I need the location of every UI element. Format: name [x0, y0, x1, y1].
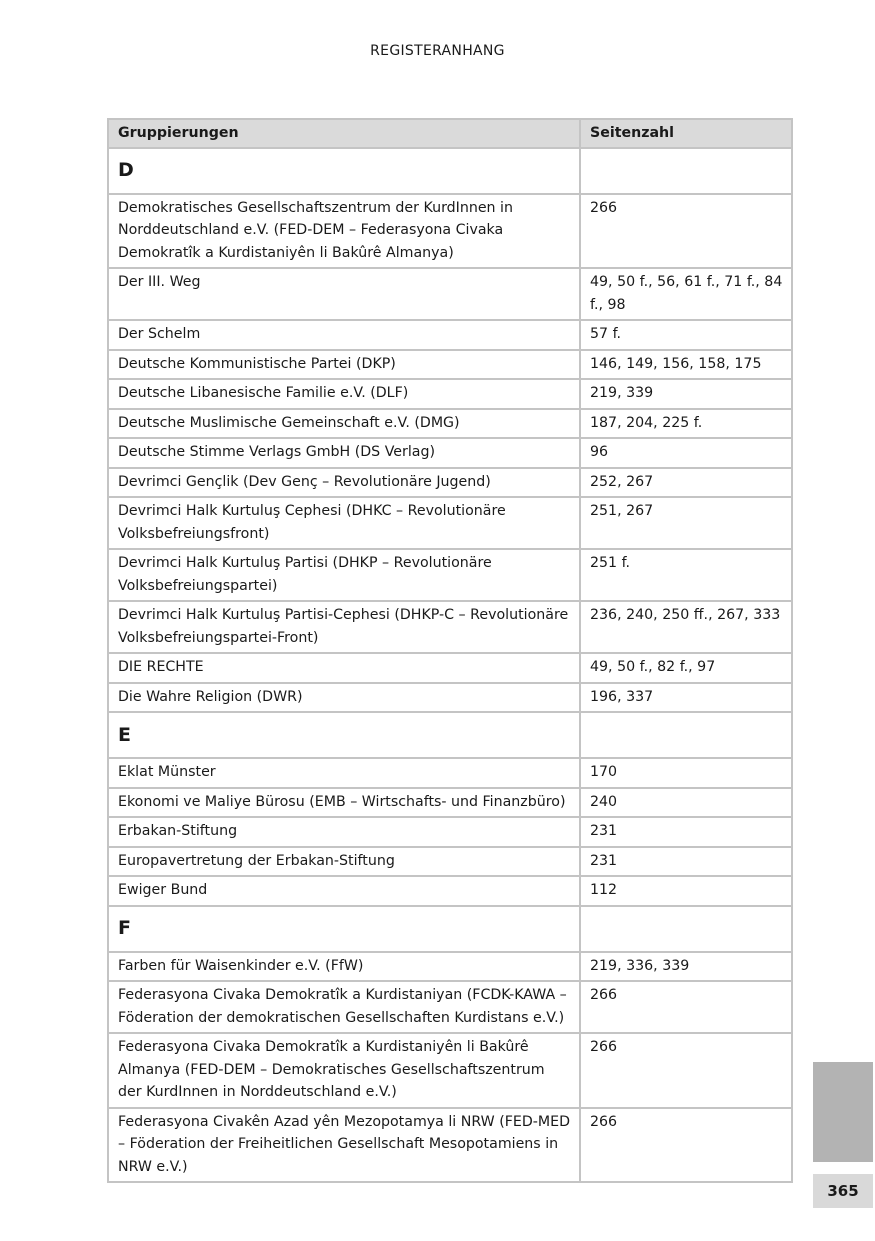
empty-cell: [580, 906, 792, 952]
table-row: [108, 379, 792, 409]
page-references: 146, 149, 156, 158, 175: [580, 350, 792, 380]
group-name: Deutsche Stimme Verlags GmbH (DS Verlag): [108, 438, 580, 468]
letter-section-row: [108, 906, 792, 952]
register-body: [108, 148, 792, 1183]
section-letter: D: [108, 148, 580, 194]
section-letter: F: [108, 906, 580, 952]
group-name: Devrimci Halk Kurtuluş Cephesi (DHKC – Revolutionäre Volksbefreiungsfront): [108, 497, 580, 549]
page-references: 236, 240, 250 ff., 267, 333: [580, 601, 792, 653]
group-name: Deutsche Muslimische Gemeinschaft e.V. (DMG): [108, 409, 580, 439]
group-name: Ekonomi ve Maliye Bürosu (EMB – Wirtschafts- und Finanzbüro): [108, 788, 580, 818]
table-row: [108, 847, 792, 877]
page-references: 219, 339: [580, 379, 792, 409]
group-name: Devrimci Halk Kurtuluş Partisi-Cephesi (DHKP-C – Revolutionäre Volksbefreiungspartei-Front): [108, 601, 580, 653]
empty-cell: [580, 148, 792, 194]
table-row: [108, 653, 792, 683]
column-header-groups: Gruppierungen: [108, 119, 580, 148]
page-references: 187, 204, 225 f.: [580, 409, 792, 439]
table-row: [108, 268, 792, 320]
group-name: Farben für Waisenkinder e.V. (FfW): [108, 952, 580, 982]
register-table: [107, 118, 793, 1183]
table-row: [108, 1033, 792, 1108]
page-references: 49, 50 f., 56, 61 f., 71 f., 84 f., 98: [580, 268, 792, 320]
group-name: Eklat Münster: [108, 758, 580, 788]
page-references: 49, 50 f., 82 f., 97: [580, 653, 792, 683]
group-name: Europavertretung der Erbakan-Stiftung: [108, 847, 580, 877]
page-references: 231: [580, 817, 792, 847]
table-row: [108, 549, 792, 601]
group-name: Der Schelm: [108, 320, 580, 350]
page-references: 219, 336, 339: [580, 952, 792, 982]
table-row: [108, 758, 792, 788]
section-letter: E: [108, 712, 580, 758]
page-references: 240: [580, 788, 792, 818]
table-row: [108, 409, 792, 439]
page-references: 266: [580, 1108, 792, 1183]
group-name: Federasyona Civaka Demokratîk a Kurdistaniyan (FCDK-KAWA – Föderation der demokratischen Gesellschaften Kurdistans e.V.): [108, 981, 580, 1033]
empty-cell: [580, 712, 792, 758]
group-name: Deutsche Libanesische Familie e.V. (DLF): [108, 379, 580, 409]
page-references: 266: [580, 194, 792, 269]
table-row: [108, 601, 792, 653]
page-references: 196, 337: [580, 683, 792, 713]
group-name: Federasyona Civakên Azad yên Mezopotamya li NRW (FED-MED – Föderation der Freiheitlichen Gesellschaft Mesopotamiens in NRW e.V.): [108, 1108, 580, 1183]
table-row: [108, 438, 792, 468]
group-name: Der III. Weg: [108, 268, 580, 320]
column-header-pages: Seitenzahl: [580, 119, 792, 148]
group-name: Ewiger Bund: [108, 876, 580, 906]
table-row: [108, 468, 792, 498]
group-name: Devrimci Gençlik (Dev Genç – Revolutionäre Jugend): [108, 468, 580, 498]
group-name: Die Wahre Religion (DWR): [108, 683, 580, 713]
side-tab-marker: [813, 1062, 873, 1162]
letter-section-row: [108, 712, 792, 758]
page-references: 251 f.: [580, 549, 792, 601]
table-row: [108, 350, 792, 380]
page-references: 252, 267: [580, 468, 792, 498]
group-name: Devrimci Halk Kurtuluş Partisi (DHKP – Revolutionäre Volksbefreiungspartei): [108, 549, 580, 601]
page-references: 231: [580, 847, 792, 877]
table-row: [108, 497, 792, 549]
table-header-row: [108, 119, 792, 148]
page-references: 251, 267: [580, 497, 792, 549]
page-references: 266: [580, 1033, 792, 1108]
table-row: [108, 320, 792, 350]
group-name: Erbakan-Stiftung: [108, 817, 580, 847]
page-references: 112: [580, 876, 792, 906]
group-name: Deutsche Kommunistische Partei (DKP): [108, 350, 580, 380]
group-name: DIE RECHTE: [108, 653, 580, 683]
page-references: 170: [580, 758, 792, 788]
table-row: [108, 788, 792, 818]
table-row: [108, 194, 792, 269]
table-row: [108, 683, 792, 713]
table-row: [108, 817, 792, 847]
page-number: 365: [813, 1174, 873, 1208]
page-header: REGISTERANHANG: [370, 43, 505, 59]
group-name: Federasyona Civaka Demokratîk a Kurdistaniyên li Bakûrê Almanya (FED-DEM – Demokratisches Gesellschaftszentrum der KurdInnen in Norddeutschland e.V.): [108, 1033, 580, 1108]
letter-section-row: [108, 148, 792, 194]
table-row: [108, 981, 792, 1033]
table-row: [108, 952, 792, 982]
group-name: Demokratisches Gesellschaftszentrum der KurdInnen in Norddeutschland e.V. (FED-DEM – Federasyona Civaka Demokratîk a Kurdistaniyên li Bakûrê Almanya): [108, 194, 580, 269]
page-references: 96: [580, 438, 792, 468]
table-row: [108, 876, 792, 906]
page-references: 266: [580, 981, 792, 1033]
table-row: [108, 1108, 792, 1183]
page-references: 57 f.: [580, 320, 792, 350]
